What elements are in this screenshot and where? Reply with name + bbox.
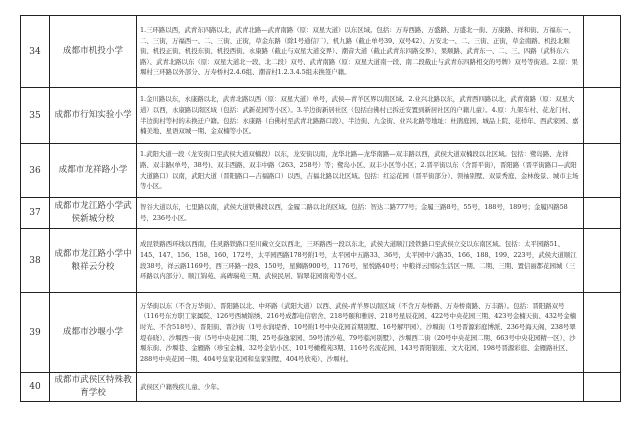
enrollment-area: 智谷大道以东，七里路以南，武侯大道铁佛段以西，金履二路以北的区域。包括：智达二路777号；金履三路8号，55号，188号，189号；金履四路58号，236号小区。 [137,198,584,229]
school-name: 成都市龙江路小学武侯新城分校 [50,198,137,229]
table-row [21,144,621,198]
school-district-table [20,15,621,402]
remarks [584,144,621,198]
row-number: 36 [21,144,50,198]
table-row [21,293,621,373]
school-name: 成都市武侯区特殊教育学校 [50,373,137,402]
remarks [584,88,621,144]
row-number: 37 [21,198,50,229]
enrollment-area: 1.三环路以西，武青东四路以北，武青北路—武青南路（原：双星大道）以东区域。包括：万寿西路、万盛路、万盛北一街、万康路、祥和街、万福东一、二、三街，万福西一、二、三街、正街，草金东路（除1号通信厂）、机九路（截止单号39、双号42）、万安北一、二、三街、正街，草金南路、机投北顺街、机投正街、机投东街、机投西街、永康路（截止与双星大道交界）、潮音大道（截止武青东四路交界）、果顺路、武青东一、二、三、四路（武科东六路）、武青北路以东（原：双星大道北一段、北二段）双号、武青南路（原：双星大道南一段、南二段截止与武青东四路相交的号牌）双号等街道。2.原：果堰村三环路以外部分、万寿桥村2.4.6组、潮音村1.2.3.4.5组未换签户籍。 [137,16,584,88]
table-row [21,198,621,229]
remarks [584,198,621,229]
remarks [584,293,621,373]
school-name: 成都市龙江路小学中粮祥云分校 [50,229,137,293]
enrollment-area: 成昆铁路西环线以西南，佳灵路铁路口至川藏立交以西北，三环路西一段以东北，武侯大道顺江段铁路口至武侯立交以东南区域。包括：太平园路51、145、147、156、158、160、172号，太平园西路178号附1号，太平园中五路33、36号，太平园中六路35、166、188、199、223号，武侯大道顺江段38号，祥云路1169号，西三环路一段8、150号，星狮路900号，1176号，星悦路40号；中粮祥云国际生活区一期、二期、三期、置信丽都花园城（三环路以内部分）、顺江锦苑、高碑瑞苑三期、武侯民居、锦翠花园南苑等小区。 [137,229,584,293]
row-number: 35 [21,88,50,144]
table-row [21,16,621,88]
remarks [584,373,621,402]
school-name: 成都市行知实验小学 [50,88,137,144]
row-number: 40 [21,373,50,402]
row-number: 34 [21,16,50,88]
table-row [21,229,621,293]
school-name: 成都市沙堰小学 [50,293,137,373]
table-row [21,88,621,144]
remarks [584,229,621,293]
enrollment-area: 万华街以东（不含万华街）、晋阳路以北、中环路（武阳大道）以西、武侯-青羊界以南区域（不含万寿桥路、万寿桥南路、万丰路）。包括：晋阳路双号（116号东方职工家属院、126号西城锦绣、216号成都电信宿舍、218号颐和雅居、218号星辰花园、422号中央花园三期、423号金楠天街、432号金楠时光、不含518号）、晋阳街、晋沙街（1号水润堤香、10号附1号中央花园首期别墅、16号解甲园）、沙堰街（1号晋源彩庭博派、236号海天阁、238号翠堤春晓）、沙堰西一街（5号中央花园二期、25号泰逸家园、59号清沙苑、79号临河别墅）、沙堰西二街（20号中央花园二期、663号中央花园精一区）、沙堰东街、沙堰巷、金雁路（珍宝金楠、32号金钻小区、101号橄榄苑3期、116号名流花园、143号晋阳银座、文大花园、198号晋源彩庭、金雁路社区、288号中央花园一期、404号皇家花园和皇家别墅、404号欣苑）、沙堰村。 [137,293,584,373]
row-number: 39 [21,293,50,373]
school-name: 成都市机投小学 [50,16,137,88]
row-number: 38 [21,229,50,293]
school-name: 成都市龙祥路小学 [50,144,137,198]
enrollment-area: 1.武阳大道一段（龙安街口至武侯大道双楠段）以东，龙安街以南，龙华北路—龙华南路—双丰路以西，武侯大道双楠段以北区域。包括：鹭岛路、龙祥路、双丰路(单号，38号)、双丰西路、双丰中路（263、258号）等；鹭岛小区、双丰小区等小区；2.晋平街以东（含晋平街），晋阳路（晋平街路口—武阳大道路口）以南，武阳大道（晋阳路口—吉福路口）以西，吉福北路以北区域。包括：红运花园（晋平街部分）、领袖别墅、双景秀庭、金林俊景、城市主场等小区。 [137,144,584,198]
remarks [584,16,621,88]
table-row [21,373,621,402]
enrollment-area: 武侯区户籍残疾儿童、少年。 [137,373,584,402]
enrollment-area: 1.金川路以东，永康路以北，武青北路以西（原：双星大道）单号，武侯—青羊区界以南区域。2.业兴北路以东，武青西四路以北，武青南路（原：双星大道）以西，永康路以南区域（包括：武新花园等小区）。3.半边街新居社区（包括白佛村已拆迁安置到新居社区的户籍儿童）。4.原：九架车村、花龙门村、半边街村等村的未换迁户籍。包括：永康路（白佛村至武青北路路口段）、半边街、九金街、业兴北路等地址：杜鹃庭园、城品上院、花样年、西武家园、嘉楠美地、星语双城一期、金双楠等小区。 [137,88,584,144]
